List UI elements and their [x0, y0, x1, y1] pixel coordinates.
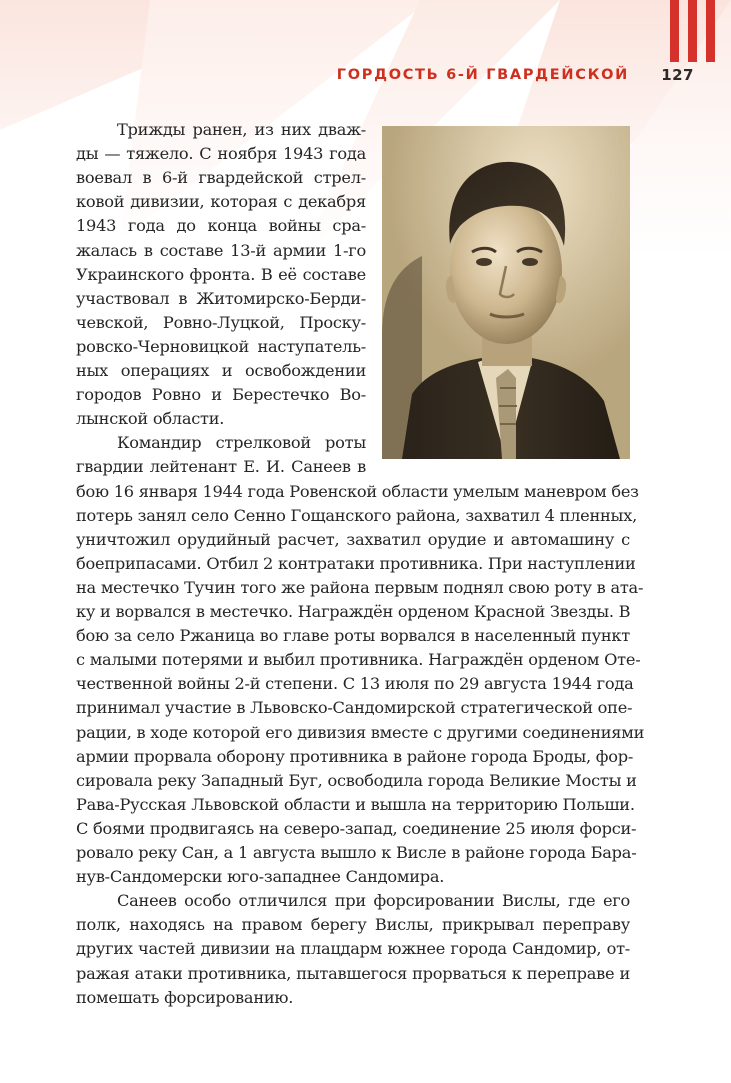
page-number: 127 [661, 66, 694, 84]
text-line: С боями продвигаясь на северо-запад, соединение 25 июля форси- [76, 818, 637, 838]
portrait-photo [382, 126, 630, 459]
text-line: воевал в 6-й гвардейской стрел- [76, 168, 366, 188]
text-line: уничтожил орудийный расчет, захватил орудие и автомашину с [76, 529, 630, 549]
text-line: сировала реку Западный Буг, освободила города Великие Мосты и [76, 770, 637, 790]
text-line: ку и ворвался в местечко. Награждён орденом Красной Звезды. В [76, 602, 631, 621]
text-line: бою за село Ржаница во главе роты ворвался в населенный пункт [76, 626, 630, 646]
text-line: жалась в составе 13-й армии 1-го [76, 240, 366, 260]
text-line: ровало реку Сан, а 1 августа вышло к Висле в районе города Бара- [76, 843, 637, 862]
text-line: полк, находясь на правом берегу Вислы, прикрывал переправу [76, 915, 630, 935]
text-line: боеприпасами. Отбил 2 контратаки противника. При наступлении [76, 553, 636, 573]
text-line: ковой дивизии, которая с декабря [76, 192, 366, 212]
text-line: Командир стрелковой роты [117, 433, 366, 453]
text-line: ных операциях и освобождении [76, 361, 366, 380]
text-line: принимал участие в Львовско-Сандомирской стратегической опе- [76, 698, 633, 718]
text-line: нув-Сандомерски юго-западнее Сандомира. [76, 867, 445, 887]
header-stripes [661, 0, 731, 62]
text-line: ды — тяжело. С ноября 1943 года [76, 144, 366, 164]
text-line: Трижды ранен, из них дваж- [117, 120, 366, 139]
text-line: бою 16 января 1944 года Ровенской области умелым маневром без [76, 481, 639, 501]
text-line: рации, в ходе которой его дивизия вместе с другими соединениями [76, 722, 645, 742]
text-line: городов Ровно и Берестечко Во- [76, 385, 366, 405]
text-line: ровско-Черновицкой наступатель- [76, 336, 366, 356]
text-line: с малыми потерями и выбил противника. Награждён орденом Оте- [76, 650, 641, 670]
text-line: потерь занял село Сенно Гощанского района, захватил 4 пленных, [76, 505, 637, 525]
text-line: чевской, Ровно-Луцкой, Проску- [76, 312, 366, 332]
text-line: гвардии лейтенант Е. И. Санеев в [76, 457, 366, 477]
text-line: на местечко Тучин того же района первым поднял свою роту в ата- [76, 577, 644, 597]
text-line: других частей дивизии на плацдарм южнее города Сандомир, от- [76, 939, 630, 959]
text-line: Санеев особо отличился при форсировании Вислы, где его [117, 891, 630, 911]
text-line: помешать форсированию. [76, 987, 294, 1007]
text-line: 1943 года до конца войны сра- [76, 216, 366, 236]
text-line: ражая атаки противника, пытавшегося прорваться к переправе и [76, 963, 630, 983]
text-line: Украинского фронта. В её составе [76, 264, 366, 284]
text-line: лынской области. [76, 409, 225, 429]
text-line: армии прорвала оборону противника в районе города Броды, фор- [76, 746, 634, 766]
text-line: Рава-Русская Львовской области и вышла на территорию Польши. [76, 794, 635, 814]
text-line: чественной войны 2-й степени. С 13 июля по 29 августа 1944 года [76, 674, 634, 694]
section-title: ГОРДОСТЬ 6-Й ГВАРДЕЙСКОЙ [336, 67, 629, 83]
text-line: участвовал в Житомирско-Берди- [76, 288, 366, 308]
